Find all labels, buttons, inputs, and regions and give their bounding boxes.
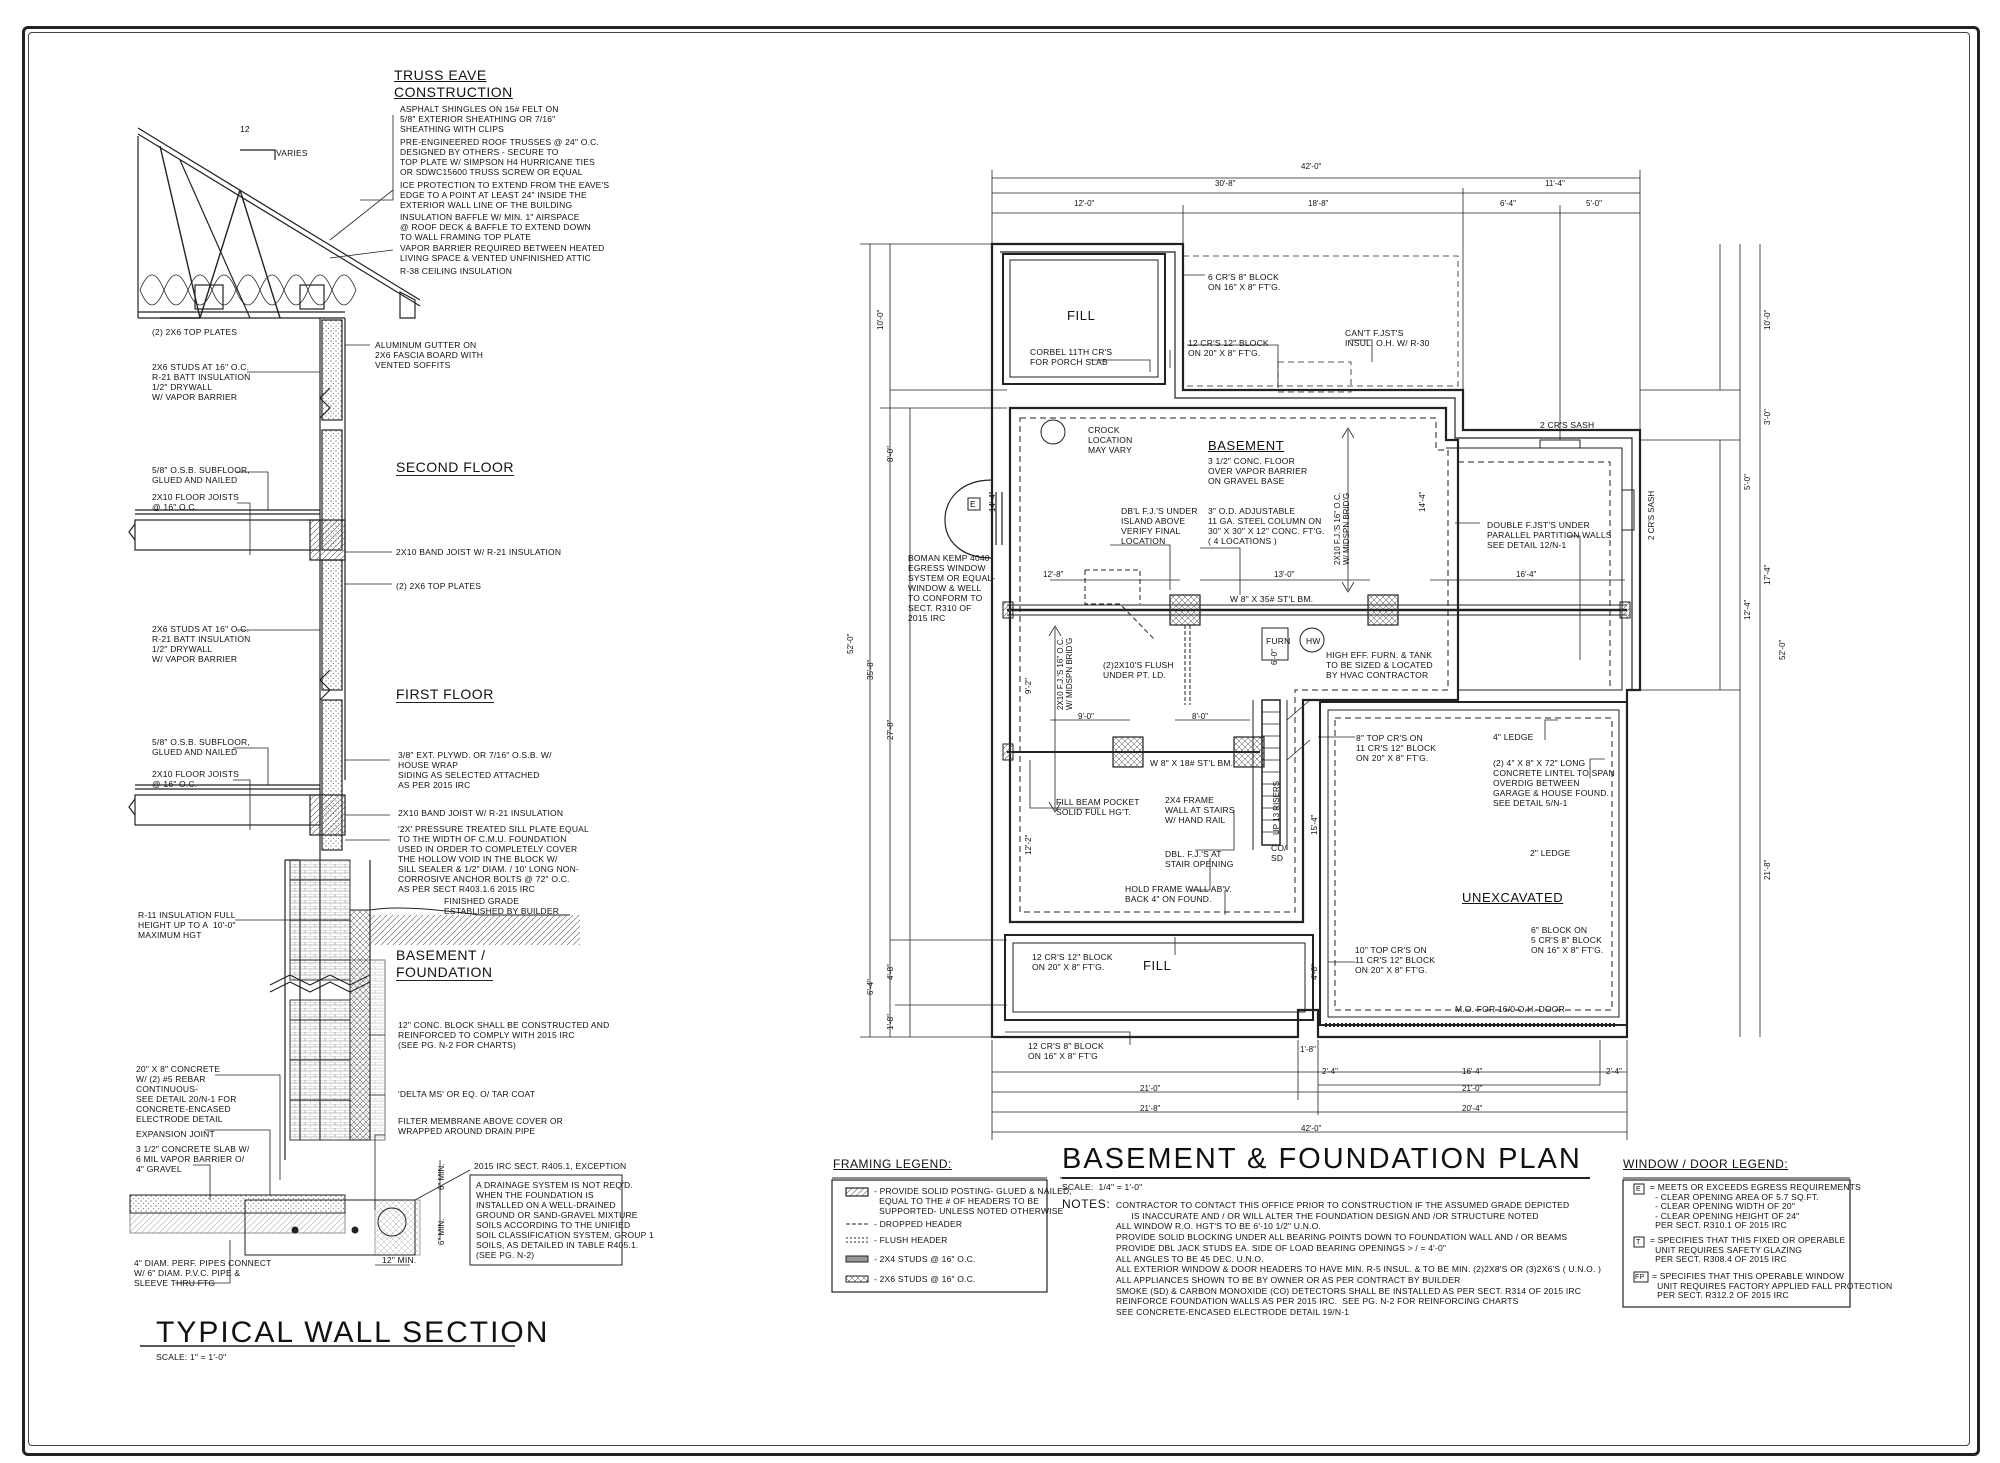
dbl-fj-stair-note: DBL. F.J.'S AT STAIR OPENING (1165, 849, 1234, 869)
dim-top-overall: 42'-0" (1301, 162, 1322, 171)
dim-left-e: 6'-4" (866, 979, 875, 995)
plan-scale: SCALE: 1/4" = 1'-0" (1062, 1182, 1143, 1192)
framing-legend-title: FRAMING LEGEND: (833, 1157, 952, 1171)
framing-legend-item-2: - DROPPED HEADER (874, 1219, 963, 1229)
plan-notes: CONTRACTOR TO CONTACT THIS OFFICE PRIOR TO CONSTRUCTION IF THE ASSUMED GRADE DEPICTED IS INACCURATE AND / OR WILL ALTER THE FOUNDATION DESIGN AND /OR STRUCTURE NOTED ALL WINDOW R.O. HGT'S TO BE 6'-10 1/2" U.N.O. PROVIDE SOLID BLOCKING UNDER ALL BEARING POINTS DOWN TO FOUNDATION WALL AND / OR BEAMS PROVIDE DBL JACK STUDS EA. SIDE OF LOAD BEARING OPENINGS > / = 4'-0" ALL ANGLES TO BE 45 DEC. U.N.O. ALL EXTERIOR WINDOW & DOOR HEADERS TO HAVE MIN. R-5 INSUL. & TO BE MIN. (2)2X8'S OR (3)2X6'S ( U.N.O. ) ALL APPLIANCES SHOWN TO BE BY OWNER OR AS PER CONTRACT BY BUILDER SMOKE (SD) & CARBON MONOXIDE (CO) DETECTORS SHALL BE INSTALLED AS PER SECT. R314 OF 2015 IRC REINFORCE FOUNDATION WALLS AS PER 2015 IRC. SEE PG. N-2 FOR REINFORCING CHARTS SEE CONCRETE-ENCASED ELECTRODE DETAIL 19/N-1 (1116, 1200, 1602, 1318)
framing-legend-item-5: - 2X6 STUDS @ 16" O.C. (874, 1274, 976, 1284)
second-floor-heading: SECOND FLOOR (396, 459, 515, 475)
dim-right-a: 10'-0" (1763, 309, 1772, 330)
block6-note: 6 CR'S 8" BLOCK ON 16" X 8" FT'G. (1208, 272, 1281, 292)
dim-in-2: 14'-4" (1418, 491, 1427, 512)
conc-floor-note: 3 1/2" CONC. FLOOR OVER VAPOR BARRIER ON GRAVEL BASE (1208, 456, 1308, 486)
finished-grade-note: FINISHED GRADE ESTABLISHED BY BUILDER (444, 896, 560, 916)
r11-insulation-note: R-11 INSULATION FULL HEIGHT UP TO A 10'-0" MAXIMUM HGT (138, 910, 236, 940)
window-legend-tag-e: E (1636, 1186, 1641, 1193)
sash-note-right: 2 CR'S SASH (1647, 490, 1656, 540)
dim-in-8: 8'-0" (1192, 712, 1208, 721)
first-band-joist-note: 2X10 BAND JOIST W/ R-21 INSULATION (398, 808, 564, 818)
dim-top-a: 30'-8" (1215, 179, 1236, 188)
first-subfloor-note: 5/8" O.S.B. SUBFLOOR, GLUED AND NAILED (152, 737, 250, 757)
top-plates-note: (2) 2X6 TOP PLATES (152, 327, 238, 337)
frame-wall-note: 2X4 FRAME WALL AT STAIRS W/ HAND RAIL (1165, 795, 1235, 825)
exception-title: 2015 IRC SECT. R405.1, EXCEPTION (474, 1161, 627, 1171)
sash-note-top: 2 CR'S SASH (1540, 420, 1595, 430)
dim-top-c2: 18'-8" (1308, 199, 1329, 208)
dim-left-c: 10'-0" (876, 309, 885, 330)
crock-note: CROCK LOCATION MAY VARY (1088, 425, 1133, 455)
conc-block-note: 12" CONC. BLOCK SHALL BE CONSTRUCTED AND REINFORCED TO COMPLY WITH 2015 IRC (SEE PG. N-2 FOR CHARTS) (398, 1020, 610, 1050)
roof-pitch-label: 12 (240, 124, 250, 134)
dim-left-d: 8'-0" (886, 446, 895, 462)
vapor-barrier-note: VAPOR BARRIER REQUIRED BETWEEN HEATED LIVING SPACE & VENTED UNFINISHED ATTIC (400, 243, 605, 263)
dim-in-4: 13'-0" (1274, 570, 1295, 579)
egress-window-note: BOMAN KEMP 4040 EGRESS WINDOW SYSTEM OR EQUAL- WINDOW & WELL TO CONFORM TO SECT. R310 OF 2015 IRC (908, 553, 996, 623)
wall-section-title: TYPICAL WALL SECTION (156, 1316, 550, 1349)
water-heater-label: HW (1306, 636, 1321, 646)
footing-note: 20" X 8" CONCRETE W/ (2) #5 REBAR CONTINUOUS- SEE DETAIL 20/N-1 FOR CONCRETE-ENCASED ELECTRODE DETAIL (136, 1064, 237, 1124)
window-legend-tag-fp: FP (1635, 1274, 1645, 1281)
ice-protection-note: ICE PROTECTION TO EXTEND FROM THE EAVE'S EDGE TO A POINT AT LEAST 24" INSIDE THE EXTERIOR WALL LINE OF THE BUILDING (400, 180, 610, 210)
wall-section-scale: SCALE: 1" = 1'-0" (156, 1352, 227, 1362)
window-legend-text-fp: = SPECIFIES THAT THIS OPERABLE WINDOW UNIT REQUIRES FACTORY APPLIED FALL PROTECTION PER SECT. R312.2 OF 2015 IRC (1652, 1271, 1893, 1300)
room-fill-top: FILL (1067, 308, 1096, 323)
delta-ms-note: 'DELTA MS' OR EQ. O/ TAR COAT (398, 1089, 536, 1099)
window-legend-tag-t: T (1636, 1239, 1641, 1246)
second-top-plates-note: (2) 2X6 TOP PLATES (396, 581, 482, 591)
room-basement: BASEMENT (1208, 438, 1285, 453)
dim-right-e: 12'-4" (1743, 599, 1752, 620)
roof-studs-note: 2X6 STUDS AT 16" O.C. R-21 BATT INSULATION 1/2" DRYWALL W/ VAPOR BARRIER (152, 362, 251, 402)
truss-eave-heading-2: CONSTRUCTION (394, 84, 513, 100)
dim-in-9: 12'-2" (1024, 834, 1033, 855)
exterior-sheathing-note: 3/8" EXT. PLYWD. OR 7/16" O.S.B. W/ HOUSE WRAP SIDING AS SELECTED ATTACHED AS PER 2015 IRC (398, 750, 552, 790)
dim-left-f: 4'-8" (886, 964, 895, 980)
fj-midspan-note-1: 2X10 F.J.'S 16" O.C. W/ MIDSPN BRID'G (1333, 492, 1351, 565)
corbel-note: CORBEL 11TH CR'S FOR PORCH SLAB (1030, 347, 1113, 367)
dim-bot-a: 2'-4" (1322, 1067, 1338, 1076)
dim-in-3: 12'-8" (1043, 570, 1064, 579)
block12b-note: 12 CR'S 12" BLOCK ON 20" X 8" FT'G. (1032, 952, 1113, 972)
dbl-fj-island-note: DB'L F.J.'S UNDER ISLAND ABOVE VERIFY FINAL LOCATION (1121, 506, 1198, 546)
first-joists-note: 2X10 FLOOR JOISTS @ 16" O.C. (152, 769, 240, 789)
plan-title: BASEMENT & FOUNDATION PLAN (1062, 1143, 1582, 1175)
hold-frame-wall-note: HOLD FRAME WALL AB'V. BACK 4" ON FOUND. (1125, 884, 1232, 904)
filter-membrane-note: FILTER MEMBRANE ABOVE COVER OR WRAPPED AROUND DRAIN PIPE (398, 1116, 564, 1136)
min-6b-label: 6" MIN. (437, 1218, 446, 1245)
flush-header-note: (2)2X10'S FLUSH UNDER PT. LD. (1103, 660, 1174, 680)
trusses-note: PRE-ENGINEERED ROOF TRUSSES @ 24" O.C. DESIGNED BY OTHERS - SECURE TO TOP PLATE W/ SIMPSON H4 HURRICANE TIES OR SDWC15600 TRUSS SCREW OR EQUAL (400, 137, 600, 177)
dim-right-c: 5'-0" (1743, 474, 1752, 490)
dim-bot-overall: 42'-0" (1301, 1124, 1322, 1133)
dim-bot-d: 21'-0" (1140, 1084, 1161, 1093)
dim-top-b: 11'-4" (1545, 179, 1565, 188)
dim-left-g: 1'-8" (886, 1014, 895, 1030)
framing-legend-item-1: - PROVIDE SOLID POSTING- GLUED & NAILED, EQUAL TO THE # OF HEADERS TO BE SUPPORTED- UNLESS NOTED OTHERWISE (874, 1186, 1072, 1216)
egress-tag: E (970, 499, 976, 509)
varies-label: VARIES (276, 148, 308, 158)
foundation-heading: FOUNDATION (396, 964, 493, 980)
dim-in-10: 6'-0" (1270, 649, 1279, 665)
dim-in-7: 9'-0" (1078, 712, 1094, 721)
second-band-joist-note: 2X10 BAND JOIST W/ R-21 INSULATION (396, 547, 562, 557)
block6b-note: 6" BLOCK ON 5 CR'S 8" BLOCK ON 16" X 8" FT'G. (1531, 925, 1604, 955)
beam-w8x18-label: W 8" X 18# ST'L BM. (1150, 758, 1234, 768)
framing-legend-item-4: - 2X4 STUDS @ 16" O.C. (874, 1254, 976, 1264)
stair-risers-label: UP 13 RISERS (1272, 780, 1281, 835)
dim-in-12: 4'-8" (1310, 964, 1319, 980)
dim-bot-h: 1'-8" (1300, 1045, 1316, 1054)
basement-heading: BASEMENT / (396, 947, 486, 963)
beam-w8x35-label: W 8" X 35# ST'L BM. (1230, 594, 1314, 604)
baffle-note: INSULATION BAFFLE W/ MIN. 1" AIRSPACE @ ROOF DECK & BAFFLE TO EXTEND DOWN TO WALL FRAMING TOP PLATE (400, 212, 592, 242)
dim-bot-c: 2'-4" (1606, 1067, 1622, 1076)
dim-left-overall: 52'-0" (846, 633, 855, 654)
cant-fjst-note: CAN'T F.JST'S INSUL. O.H. W/ R-30 (1345, 328, 1430, 348)
double-fjst-note: DOUBLE F.JST'S UNDER PARALLEL PARTITION WALLS SEE DETAIL 12/N-1 (1487, 520, 1612, 550)
furnace-label: FURN (1266, 636, 1291, 646)
block12-note: 12 CR'S 12" BLOCK ON 20" X 8" FT'G. (1188, 338, 1269, 358)
dim-top-c3: 6'-4" (1500, 199, 1516, 208)
first-floor-heading: FIRST FLOOR (396, 686, 494, 702)
room-fill-bottom: FILL (1143, 958, 1172, 973)
top10-note: 10" TOP CR'S ON 11 CR'S 12" BLOCK ON 20" X 8" FT'G. (1355, 945, 1436, 975)
sill-plate-note: '2X' PRESSURE TREATED SILL PLATE EQUAL TO THE WIDTH OF C.M.U. FOUNDATION USED IN ORDER TO COMPLETELY COVER THE HOLLOW VOID IN THE BLOCK W/ SILL SEALER & 1/2" DIAM. / 10' LONG NON- CORROSIVE ANCHOR BOLTS @ 72" O.C. AS PER SECT R403.1.6 2015 IRC (398, 824, 589, 894)
min-6-label: 6" MIN. (437, 1163, 446, 1190)
gutter-note: ALUMINUM GUTTER ON 2X6 FASCIA BOARD WITH VENTED SOFFITS (375, 340, 484, 370)
co-sd-label: CO/ SD (1271, 843, 1287, 863)
steel-column-note: 3" O.D. ADJUSTABLE 11 GA. STEEL COLUMN ON 30" X 30" X 12" CONC. FT'G. ( 4 LOCATIONS ) (1208, 506, 1325, 546)
ledge4-note: 4" LEDGE (1493, 732, 1534, 742)
hvac-note: HIGH EFF. FURN. & TANK TO BE SIZED & LOCATED BY HVAC CONTRACTOR (1326, 650, 1433, 680)
fill-beam-pocket-note: FILL BEAM POCKET SOLID FULL HG'T. (1056, 797, 1140, 817)
dim-in-1: 14'-4" (988, 491, 997, 512)
window-legend-title: WINDOW / DOOR LEGEND: (1623, 1157, 1789, 1171)
dim-top-c4: 5'-0" (1586, 199, 1602, 208)
expansion-joint-note: EXPANSION JOINT (136, 1129, 215, 1139)
dim-in-11: 15'-4" (1310, 814, 1319, 835)
second-joists-note: 2X10 FLOOR JOISTS @ 16" O.C. (152, 492, 240, 512)
dim-left-b: 27'-8" (886, 719, 895, 740)
overhead-door-note: M.O. FOR 16/0 O.H. DOOR (1455, 1004, 1565, 1014)
truss-eave-heading: TRUSS EAVE (394, 67, 487, 83)
notes-label: NOTES: (1062, 1197, 1111, 1211)
lintel-note: (2) 4" X 8" X 72" LONG CONCRETE LINTEL TO SPAN OVERDIG BETWEEN GARAGE & HOUSE FOUND. SEE DETAIL 5/N-1 (1493, 758, 1615, 808)
second-studs-note: 2X6 STUDS AT 16" O.C. R-21 BATT INSULATION 1/2" DRYWALL W/ VAPOR BARRIER (152, 624, 251, 664)
slab-note: 3 1/2" CONCRETE SLAB W/ 6 MIL VAPOR BARRIER O/ 4" GRAVEL (136, 1144, 250, 1174)
room-unexcavated: UNEXCAVATED (1462, 890, 1564, 905)
top8-note: 8" TOP CR'S ON 11 CR'S 12" BLOCK ON 20" X 8" FT'G. (1356, 733, 1437, 763)
dim-top-c1: 12'-0" (1074, 199, 1095, 208)
ledge2-note: 2" LEDGE (1530, 848, 1571, 858)
dim-bot-g: 20'-4" (1462, 1104, 1483, 1113)
dim-right-d: 17'-4" (1763, 564, 1772, 585)
window-legend-text-e: = MEETS OR EXCEEDS EGRESS REQUIREMENTS - CLEAR OPENING AREA OF 5.7 SQ.FT. - CLEAR OPENING WIDTH OF 20" - CLEAR OPENING HEIGHT OF 24" PER SECT. R310.1 OF 2015 IRC (1650, 1182, 1861, 1230)
dim-in-6: 9'-2" (1024, 678, 1033, 694)
dim-right-f: 21'-8" (1763, 859, 1772, 880)
second-subfloor-note: 5/8" O.S.B. SUBFLOOR, GLUED AND NAILED (152, 465, 250, 485)
plan-dimension-lines (860, 170, 1760, 1140)
fj-midspan-note-2: 2X10 F.J.'S 16" O.C. W/ MIDSPN BRID'G (1056, 637, 1074, 710)
shingles-note: ASPHALT SHINGLES ON 15# FELT ON 5/8" EXTERIOR SHEATHING OR 7/16" SHEATHING WITH CLIPS (400, 104, 559, 134)
block12c-note: 12 CR'S 8" BLOCK ON 16" X 8" FT'G (1028, 1041, 1104, 1061)
dim-right-b: 3'-0" (1763, 409, 1772, 425)
min-12-label: 12" MIN. (382, 1255, 417, 1265)
ceiling-insulation-note: R-38 CEILING INSULATION (400, 266, 513, 276)
dim-bot-f: 21'-8" (1140, 1104, 1161, 1113)
exception-text: A DRAINAGE SYSTEM IS NOT REQ'D. WHEN THE FOUNDATION IS INSTALLED ON A WELL-DRAINED GROUND OR SAND-GRAVEL MIXTURE SOILS ACCORDING TO THE UNIFIED SOIL CLASSIFICATION SYSTEM, GROUP 1 SOILS, AS DETAILED IN TABLE R405.1. (SEE PG. N-2) (476, 1180, 654, 1260)
drain-pipe-note: 4" DIAM. PERF. PIPES CONNECT W/ 6" DIAM. P.V.C. PIPE & SLEEVE THRU FTG (134, 1258, 272, 1288)
dim-right-overall: 52'-0" (1778, 639, 1787, 660)
dim-bot-e: 21'-0" (1462, 1084, 1483, 1093)
window-legend-text-t: = SPECIFIES THAT THIS FIXED OR OPERABLE UNIT REQUIRES SAFETY GLAZING PER SECT. R308.4 OF 2015 IRC (1650, 1235, 1846, 1264)
framing-legend-item-3: - FLUSH HEADER (874, 1235, 948, 1245)
dim-left-a: 35'-8" (866, 659, 875, 680)
dim-bot-b: 16'-4" (1462, 1067, 1483, 1076)
dim-in-5: 16'-4" (1516, 570, 1537, 579)
